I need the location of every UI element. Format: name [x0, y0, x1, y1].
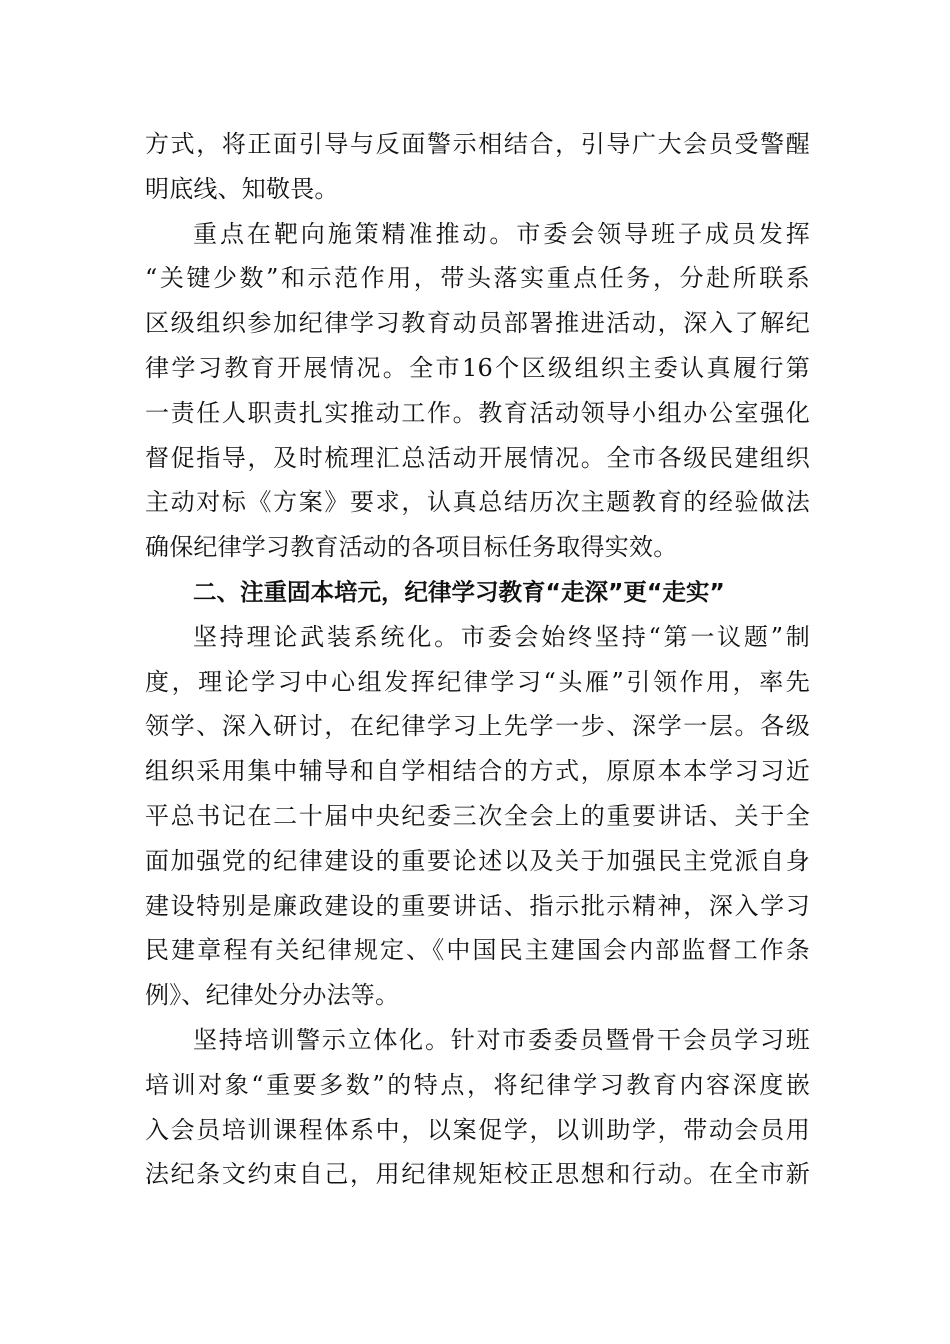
text-line: 重点在靶向施策精准推动。市委会领导班子成员发挥: [193, 219, 810, 248]
text-line: 督促指导，及时梳理汇总活动开展情况。全市各级民建组织: [145, 443, 810, 472]
text-line: 律学习教育开展情况。全市16个区级组织主委认真履行第: [145, 353, 810, 382]
paragraph-theory: [145, 615, 810, 1018]
text-line: 坚持培训警示立体化。针对市委委员暨骨干会员学习班: [193, 1025, 810, 1054]
text-line: “关键少数”和示范作用，带头落实重点任务，分赴所联系: [145, 264, 810, 293]
paragraph-training: [145, 1018, 810, 1197]
text-line: 一责任人职责扎实推动工作。教育活动领导小组办公室强化: [145, 398, 810, 427]
text-line: 主动对标《方案》要求，认真总结历次主题教育的经验做法: [145, 488, 810, 517]
text-line: 坚持理论武装系统化。市委会始终坚持“第一议题”制: [193, 622, 810, 651]
section-heading: [145, 570, 810, 615]
text-line: 平总书记在二十届中央纪委三次全会上的重要讲话、关于全: [145, 801, 810, 830]
text-line: 培训对象“重要多数”的特点，将纪律学习教育内容深度嵌: [145, 1070, 810, 1099]
text-line: 法纪条文约束自己，用纪律规矩校正思想和行动。在全市新: [145, 1160, 810, 1189]
text-line: 领学、深入研讨，在纪律学习上先学一步、深学一层。各级: [145, 712, 810, 741]
text-line: 明底线、知敬畏。: [145, 174, 339, 203]
text-line: 建设特别是廉政建设的重要讲话、指示批示精神，深入学习: [145, 891, 810, 920]
text-line: 确保纪律学习教育活动的各项目标任务取得实效。: [145, 533, 678, 562]
paragraph-continuation: [145, 122, 810, 212]
text-line: 区级组织参加纪律学习教育动员部署推进活动，深入了解纪: [145, 309, 810, 338]
text-line: 面加强党的纪律建设的重要论述以及关于加强民主党派自身: [145, 846, 810, 875]
text-line: 度，理论学习中心组发挥纪律学习“头雁”引领作用，率先: [145, 667, 810, 696]
section-heading-text: 二、注重固本培元，纪律学习教育“走深”更“走实”: [193, 577, 725, 606]
text-line: 组织采用集中辅导和自学相结合的方式，原原本本学习习近: [145, 757, 810, 786]
text-line: 例》、纪律处分办法等。: [145, 981, 400, 1010]
document-body: [145, 122, 810, 1197]
text-line: 方式，将正面引导与反面警示相结合，引导广大会员受警醒: [145, 130, 810, 158]
text-line: 入会员培训课程体系中，以案促学，以训助学，带动会员用: [145, 1115, 810, 1144]
text-line: 民建章程有关纪律规定、《中国民主建国会内部监督工作条: [145, 936, 810, 965]
paragraph-key-focus: [145, 212, 810, 570]
